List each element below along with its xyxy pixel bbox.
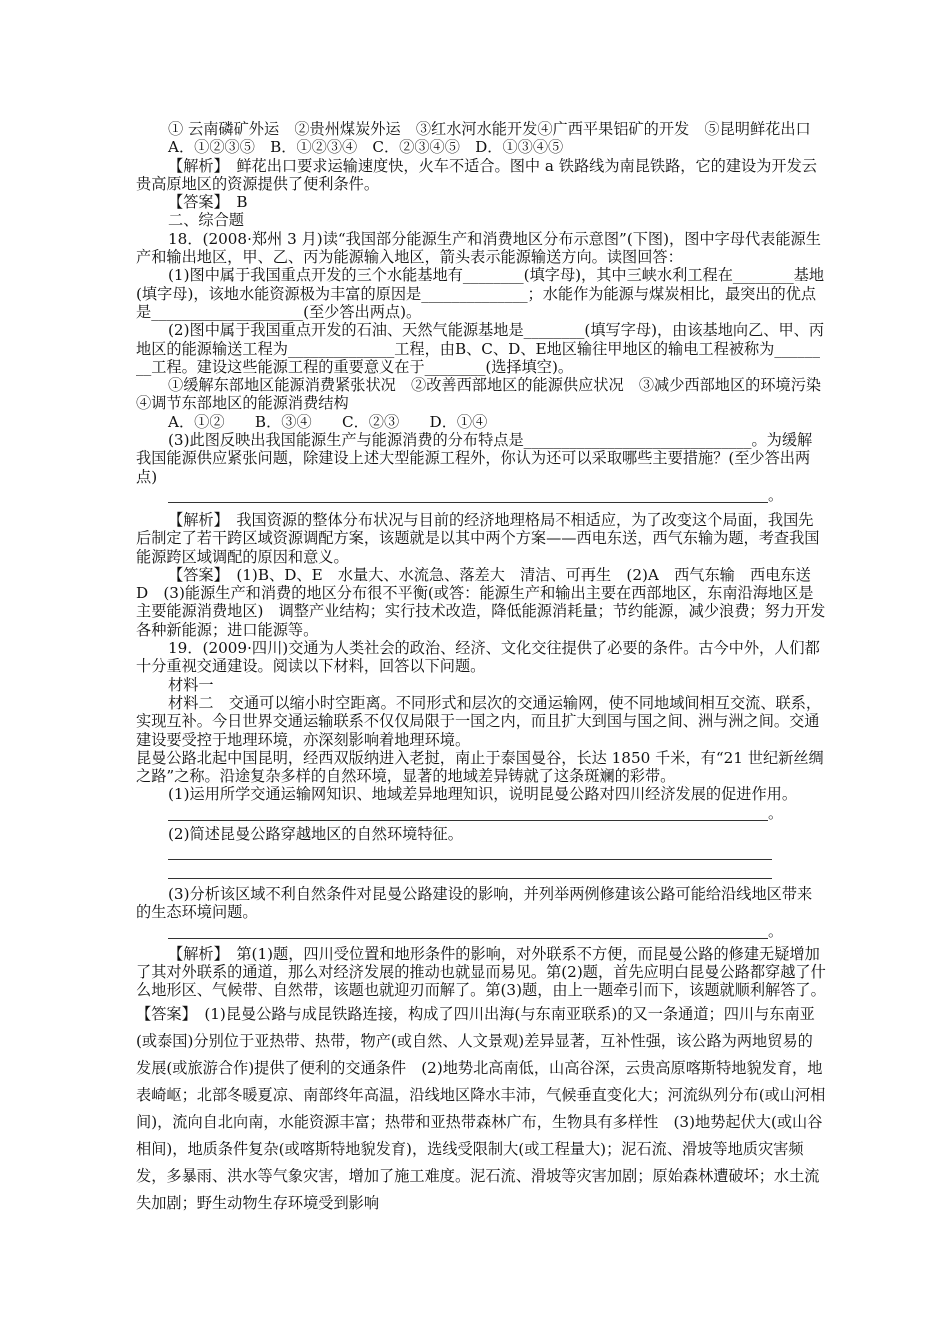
document-page <box>136 120 837 1217</box>
q19-material-1: 材料一 <box>168 675 214 694</box>
q18-stem: 18．(2008·郑州 3 月)读“我国部分能源生产和消费地区分布示意图”(下图)，图中字母代表能源生产和输出地区，甲、乙、丙为能源输入地区，箭头表示能源输送方向。读图回答： <box>136 229 821 267</box>
q17-options-line: ① 云南磷矿外运 ②贵州煤炭外运 ③红水河水能开发④广西平果铝矿的开发 ⑤昆明鲜花出口 <box>168 120 811 138</box>
answer-line <box>168 806 768 821</box>
q19-question-1: (1)运用所学交通运输网知识、地域差异地理知识，说明昆曼公路对四川经济发展的促进作用。 <box>168 785 798 804</box>
answer-line <box>168 924 768 939</box>
q19-q2-blank-2 <box>168 864 772 879</box>
q18-answer: 【答案】 (1)B、D、E 水量大、水流急、落差大 清洁、可再生 (2)A 西气东输 西电东送 D (3)能源生产和消费的地区分布很不平衡(或答：能源生产和输出主要在西部地区，东南沿海地区是主要能源消费地区) 调整产业结构；实行技术改造，降低能源消耗量；节约能源，减少浪费；努力开发各种新能源；进口能源等。 <box>136 565 826 639</box>
q17-choices: A．①②③⑤ B．①②③④ C．②③④⑤ D．①③④⑤ <box>168 138 564 157</box>
q18-part2-choices: A．①② B．③④ C．②③ D．①④ <box>168 412 488 431</box>
q18-analysis: 【解析】 我国资源的整体分布状况与目前的经济地理格局不相适应，为了改变这个局面，我国先后制定了若干跨区域资源调配方案，该题就是以其中两个方案——西电东送，西气东输为题，考查我国能源跨区域调配的原因和意义。 <box>136 510 820 566</box>
q18-answer-blank <box>168 485 826 504</box>
q18-part1: (1)图中属于我国重点开发的三个水能基地有________(填字母)，其中三峡水利工程在________基地(填字母)，该地水能资源极为丰富的原因是______________；水能作为能源与煤炭相比，最突出的优点是____________________(至少答出两点)。 <box>136 266 825 321</box>
q19-stem: 19．(2009·四川)交通为人类社会的政治、经济、文化交往提供了必要的条件。古今中外，人们都十分重视交通建设。阅读以下材料，回答以下问题。 <box>136 639 820 676</box>
q18-part3: (3)此图反映出我国能源生产与能源消费的分布特点是______________________________。为缓解我国能源供应紧张问题，除建设上述大型能源工程外，你认为还可以采取哪些主要措施？(至少答出两点) <box>136 431 813 486</box>
q19-question-3: (3)分析该区域不利自然条件对昆曼公路建设的影响，并列举两例修建该公路可能给沿线地区带来的生态环境问题。 <box>136 884 813 922</box>
q19-q2-blank-1 <box>168 845 772 860</box>
q19-question-2: (2)简述昆曼公路穿越地区的自然环境特征。 <box>168 824 463 843</box>
blank-period: 。 <box>768 803 784 822</box>
q18-part2: (2)图中属于我国重点开发的石油、天然气能源基地是________(填写字母)，由该基地向乙、甲、丙地区的能源输送工程为______________工程，由B、C、D、E地区输往甲地区的输电工程被称为________工程。建设这些能源工程的重要意义在于________(选择填空)。 <box>136 321 825 376</box>
q19-q1-blank <box>168 803 826 822</box>
q19-analysis: 【解析】 第(1)题，四川受位置和地形条件的影响，对外联系不方便，而昆曼公路的修建无疑增加了其对外联系的通道，那么对经济发展的推动也就显而易见。第(2)题，首先应明白昆曼公路都穿越了什么地形区、气候带、自然带，该题也就迎刃而解了。第(3)题，由上一题牵引而下，该题就顺利解答了。 <box>136 944 826 1000</box>
q19-material-3: 昆曼公路北起中国昆明，经西双版纳进入老挝，南止于泰国曼谷，长达 1850 千米，有“21 世纪新丝绸之路”之称。沿途复杂多样的自然环境，显著的地域差异铸就了这条斑斓的彩带。 <box>136 748 824 786</box>
q19-q3-blank <box>168 921 826 940</box>
section-heading: 二、综合题 <box>168 211 244 230</box>
q19-material-2: 材料二 交通可以缩小时空距离。不同形式和层次的交通运输网，使不同地域间相互交流、联系，实现互补。今日世界交通运输联系不仅仅局限于一国之内，而且扩大到国与国之间、洲与洲之间。交通建设要受控于地理环境，亦深刻影响着地理环境。 <box>136 693 822 749</box>
answer-line <box>168 488 768 503</box>
q17-analysis: 【解析】 鲜花出口要求运输速度快，火车不适合。图中 a 铁路线为南昆铁路，它的建设为开发云贵高原地区的资源提供了便利条件。 <box>136 156 817 193</box>
q18-part2-options: ①缓解东部地区能源消费紧张状况 ②改善西部地区的能源供应状况 ③减少西部地区的环境污染 ④调节东部地区的能源消费结构 <box>136 376 837 413</box>
q19-answer: 【答案】 (1)昆曼公路与成昆铁路连接，构成了四川出海(与东南亚联系)的又一条通道；四川与东南亚(或泰国)分别位于亚热带、热带，物产(或自然、人文景观)差异显著，互补性强，该公路为两地贸易的发展(或旅游合作)提供了便利的交通条件 (2)地势北高南低，山高谷深，云贵高原喀斯特地貌发育，地表崎岖；北部冬暖夏凉、南部终年高温，沿线地区降水丰沛，气候垂直变化大；河流纵列分布(或山河相间)，流向自北向南，水能资源丰富；热带和亚热带森林广布，生物具有多样性 (3)地势起伏大(或山谷相间)，地质条件复杂(或喀斯特地貌发育)，选线受限制大(或工程量大)；泥石流、滑坡等地质灾害频发，多暴雨、洪水等气象灾害，增加了施工难度。泥石流、滑坡等灾害加剧；原始森林遭破坏；水土流失加剧；野生动物生存环境受到影响 <box>136 1005 826 1213</box>
blank-period: 。 <box>768 485 784 504</box>
blank-period: 。 <box>768 921 784 940</box>
q17-answer: 【答案】 B <box>168 193 248 212</box>
